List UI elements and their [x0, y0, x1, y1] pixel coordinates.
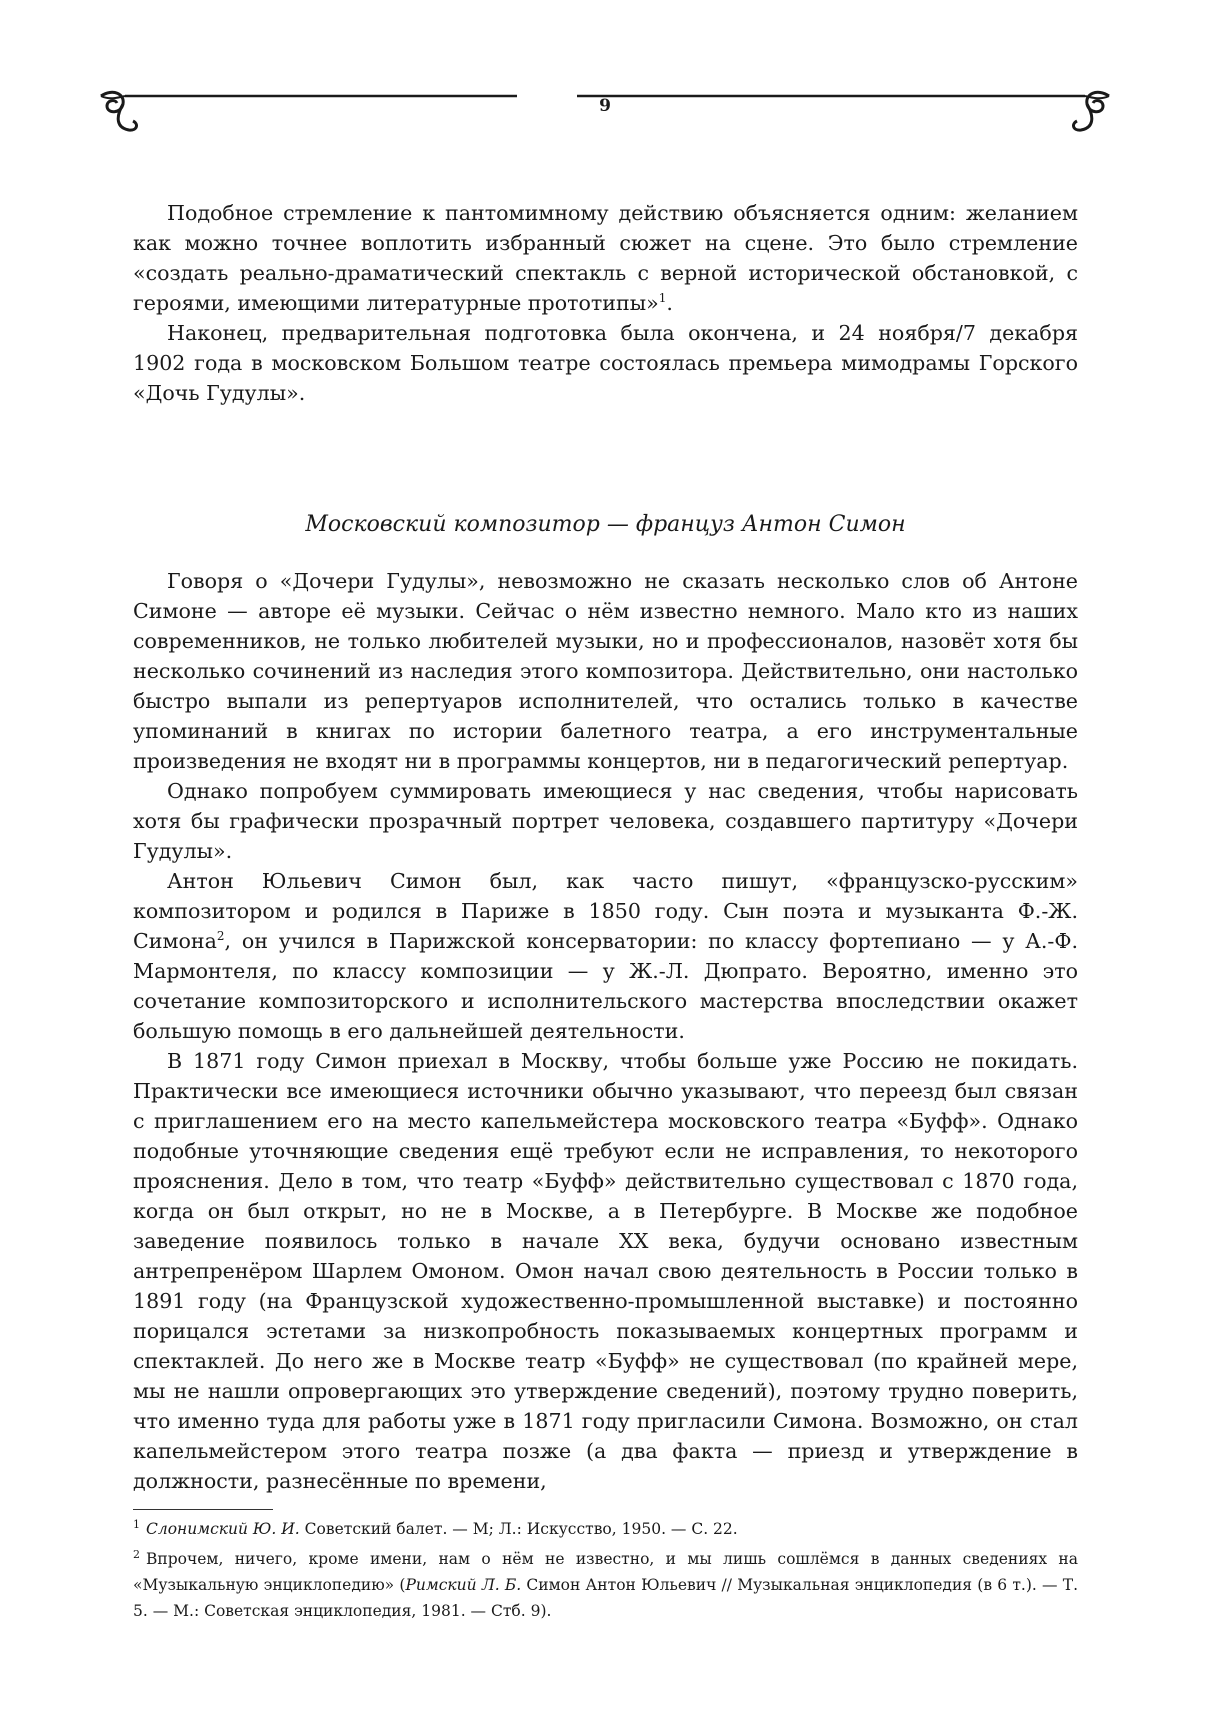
footnotes [133, 1509, 1078, 1628]
paragraph: В 1871 году Симон приехал в Москву, чтобы больше уже Россию не покидать. Практически все имеющиеся источники обычно указывают, что переезд был связан с приглашением его на место капельмейстера московского театра «Буфф». Однако подобные уточняющие сведения ещё требуют если не исправления, то некоторого прояснения. Дело в том, что театр «Буфф» действительно существовал с 1870 года, когда он был открыт, но не в Москве, а в Петербурге. В Москве же подобное заведение появилось только в начале XX века, будучи основано известным антрепренёром Шарлем Омоном. Омон начал свою деятельность в России только в 1891 году (на Французской художественно-промышленной выставке) и постоянно порицался эстетами за низкопробность показываемых концертных программ и спектаклей. До него же в Москве театр «Буфф» не существовал (по крайней мере, мы не нашли опровергающих это утверждение сведений), поэтому трудно поверить, что именно туда для работы уже в 1871 году пригласили Симона. Возможно, он стал капельмейстером этого театра позже (а два факта — приезд и утверждение в должности, разнесённые по времени, [133, 1049, 1078, 1493]
paragraph: Наконец, предварительная подготовка была окончена, и 24 ноября/7 декабря 1902 года в московском Большом театре состоялась премьера мимодрамы Горского «Дочь Гудулы». [133, 321, 1078, 405]
footnote-divider [133, 1509, 273, 1510]
paragraph: Однако попробуем суммировать имеющиеся у нас сведения, чтобы нарисовать хотя бы графически прозрачный портрет человека, создавшего партитуру «Дочери Гудулы». [133, 779, 1078, 863]
paragraph: Антон Юльевич Симон был, как часто пишут, «французско-русским» композитором и родился в Париже в 1850 году. Сын поэта и музыканта Ф.-Ж. Симона$^2$, он учился в Парижской консерватории: по классу фортепиано — у А.-Ф. Мармонтеля, по классу композиции — у Ж.-Л. Дюпрато. Вероятно, именно это сочетание композиторского и исполнительского мастерства впоследствии окажет большую помощь в его дальнейшей деятельности. [133, 869, 1078, 1043]
footnote-ref: 2 [216, 929, 225, 944]
footnote: $^1$ Слонимский Ю. И. Советский балет. — М; Л.: Искусство, 1950. — С. 22. [133, 1517, 738, 1538]
main-text [133, 198, 1078, 1496]
footnote: $^2$ Впрочем, ничего, кроме имени, нам о нём не известно, и мы лишь сошлёмся в данных сведениях на «Музыкальную энциклопедию» (Римский Л. Б. Симон Антон Юльевич // Музыкальная энциклопедия (в 6 т.). — Т. 5. — М.: Советская энциклопедия, 1981. — Стб. 9). [133, 1547, 1079, 1620]
section-heading: Московский композитор — француз Антон Симон [305, 512, 906, 537]
page-number: 9 [599, 96, 611, 116]
paragraph: Подобное стремление к пантомимному действию объясняется одним: желанием как можно точнее воплотить избранный сюжет на сцене. Это было стремление «создать реально-драматический спектакль с верной исторической обстановкой, с героями, имеющими литературные прототипы»$^1$. [133, 201, 1078, 315]
paragraph: Говоря о «Дочери Гудулы», невозможно не сказать несколько слов об Антоне Симоне — авторе её музыки. Сейчас о нём известно немного. Мало кто из наших современников, не только любителей музыки, но и профессионалов, назовёт хотя бы несколько сочинений из наследия этого композитора. Действительно, они настолько быстро выпали из репертуаров исполнителей, что остались только в качестве упоминаний в книгах по истории балетного театра, а его инструментальные произведения не входят ни в программы концертов, ни в педагогический репертуар. [133, 569, 1078, 773]
footnote-ref: 1 [658, 291, 667, 306]
page-header [95, 84, 1115, 144]
